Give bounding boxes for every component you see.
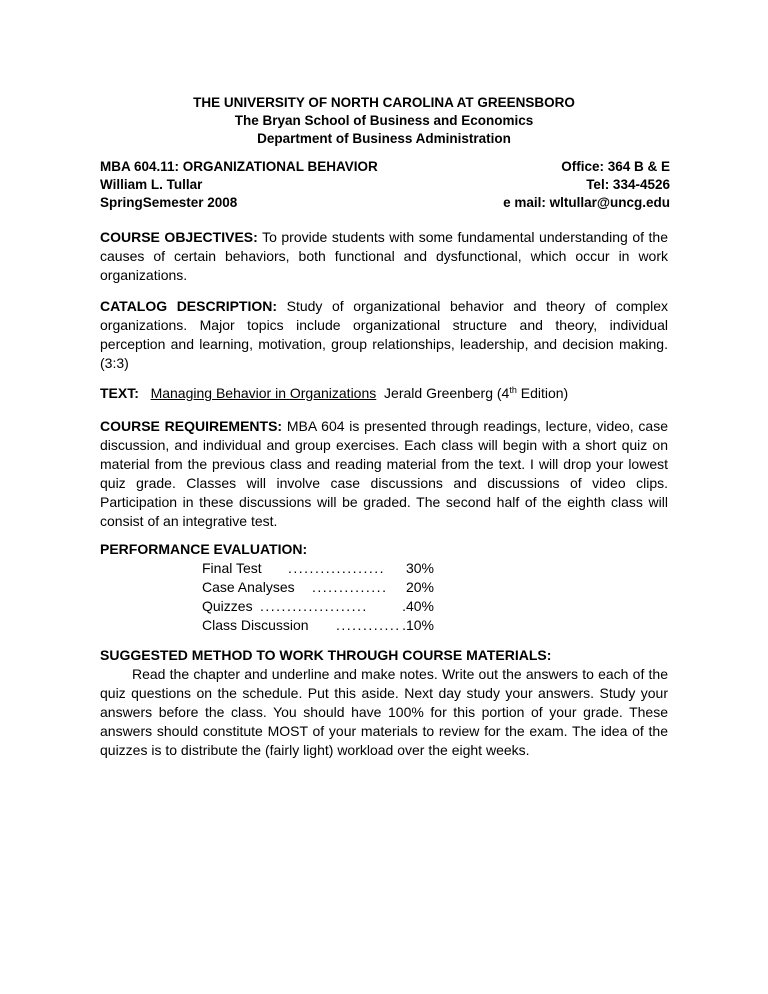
office-location: Office: 364 B & E [561,159,670,174]
grade-item-percent: .10% [402,617,434,633]
course-requirements-section [100,417,668,531]
course-requirements-text: MBA 604 is presented through readings, lecture, video, case discussion, and individual and group exercises. Each class will begin with a short quiz on material from the previous class and reading material from the text. I will drop your lowest quiz grade. Classes will involve case discussions and discussions of video clips. Participation in these discussions will be graded. The second half of the eighth class will consist of an integrative test. [100,418,669,529]
grade-item [202,559,434,578]
leader-dots: .............. [312,579,388,595]
course-objectives-section [100,228,668,285]
contact-info [430,158,670,212]
textbook-author: Jerald Greenberg (4 [384,385,510,401]
suggested-method-text: Read the chapter and underline and make notes. Write out the answers to each of the quiz questions on the schedule. Put this aside. Next day study your answers. Study your answers before the class. You should have 100% for this portion of your grade. These answers should constitute MOST of your materials to review for the exam. The idea of the quizzes is to distribute the (fairly light) workload over the eight weeks. [100,666,668,758]
suggested-method-title: SUGGESTED METHOD TO WORK THROUGH COURSE MATERIALS: [100,647,552,663]
department-name: Department of Business Administration [257,131,511,146]
university-name: THE UNIVERSITY OF NORTH CAROLINA AT GREENSBORO [193,95,575,110]
performance-evaluation-title: PERFORMANCE EVALUATION: [100,541,308,557]
leader-dots: .................. [288,560,386,576]
catalog-description-label: CATALOG DESCRIPTION: [100,298,278,314]
catalog-description-text: Study of organizational behavior and theory of complex organizations. Major topics include organizational structure and theory, individual perception and learning, motivation, group relationships, leadership, and decision making. (3:3) [100,298,669,371]
grade-item-name: Final Test [202,560,262,576]
catalog-description-section [100,297,668,373]
leader-dots: .................... [260,598,368,614]
email-address: e mail: wltullar@uncg.edu [503,195,670,210]
semester: SpringSemester 2008 [100,195,238,210]
grade-item [202,597,434,616]
document-header [100,94,668,148]
textbook-edition: Edition) [516,385,569,401]
edition-superscript: th [509,385,517,395]
textbook-title: Managing Behavior in Organizations [150,385,377,401]
grade-item-name: Case Analyses [202,579,295,595]
course-requirements-label: COURSE REQUIREMENTS: [100,418,283,434]
suggested-method-section [100,646,668,760]
telephone: Tel: 334-4526 [586,177,670,192]
performance-evaluation-section [100,540,668,635]
course-title: MBA 604.11: ORGANIZATIONAL BEHAVIOR [100,159,378,174]
grade-item [202,578,434,597]
grade-item-percent: 30% [405,560,434,576]
leader-dots: ............ [336,617,401,633]
grade-item [202,616,434,635]
course-objectives-label: COURSE OBJECTIVES: [100,229,258,245]
grade-item-name: Class Discussion [202,617,309,633]
grade-item-percent: .40% [402,598,434,614]
instructor-name: William L. Tullar [100,177,203,192]
textbook-label: TEXT: [100,385,139,401]
course-objectives-text: To provide students with some fundamental understanding of the causes of certain behaviors, both functional and dysfunctional, which occur in work organizations. [100,229,668,283]
grade-item-percent: 20% [405,579,434,595]
grade-item-name: Quizzes [202,598,253,614]
course-info [100,158,440,212]
textbook-section [100,384,668,403]
school-name: The Bryan School of Business and Economics [234,113,534,128]
